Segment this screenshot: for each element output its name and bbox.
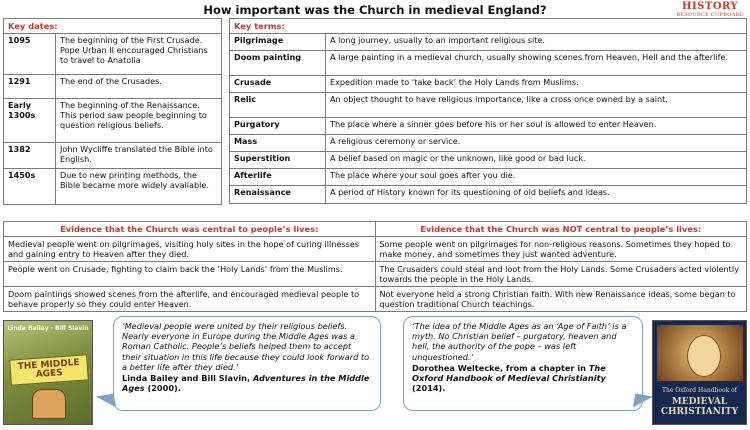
term-cell: Crusade bbox=[230, 76, 326, 93]
event-cell: John Wycliffe translated the Bible into English. bbox=[56, 143, 222, 169]
book-left-title: THE MIDDLE AGES bbox=[17, 357, 80, 380]
key-terms-heading: Key terms: bbox=[230, 19, 747, 34]
quote-bubble-left bbox=[113, 316, 381, 411]
term-cell: Relic bbox=[230, 93, 326, 118]
book-right-face-illustration bbox=[687, 335, 721, 377]
event-cell: Due to new printing methods, the Bible became more widely available. bbox=[56, 169, 222, 205]
date-cell: 1450s bbox=[4, 169, 56, 205]
key-dates-heading: Key dates: bbox=[4, 19, 222, 34]
book-right-series: The Oxford Handbook of bbox=[661, 387, 738, 394]
term-row bbox=[230, 34, 747, 51]
evidence-row bbox=[4, 237, 747, 262]
quote-left-text: ‘Medieval people were united by their religious beliefs. Nearly everyone in Europe during the Middle Ages was a Roman Catholic. People’s beliefs helped them to accept their situation in this life because they could look forward to a better life after they died.’ bbox=[122, 321, 370, 372]
date-row bbox=[4, 169, 222, 205]
date-row bbox=[4, 34, 222, 75]
term-cell: Superstition bbox=[230, 152, 326, 169]
date-row bbox=[4, 99, 222, 143]
quote-right-year: (2014). bbox=[412, 383, 446, 394]
definition-cell: A large painting in a medieval church, usually showing scenes from Heaven, Hell and the afterlife. bbox=[326, 51, 747, 76]
definition-cell: The place where your soul goes after you die. bbox=[326, 169, 747, 186]
quote-right-work: The Oxford Handbook of Medieval Christianity bbox=[412, 362, 606, 384]
term-row bbox=[230, 152, 747, 169]
key-dates-table bbox=[3, 18, 222, 205]
term-cell: Mass bbox=[230, 135, 326, 152]
term-row bbox=[230, 51, 747, 76]
quote-left-work: Adventures in the Middle Ages bbox=[122, 373, 370, 394]
date-cell: 1095 bbox=[4, 34, 56, 75]
date-cell: Early 1300s bbox=[4, 99, 56, 143]
logo-line-2: RESOURCE CUPBOARD bbox=[676, 12, 744, 18]
term-cell: Pilgrimage bbox=[230, 34, 326, 51]
evidence-row bbox=[4, 287, 747, 312]
history-logo bbox=[676, 2, 744, 18]
evidence-against-cell: The Crusaders could steal and loot from the Holy Lands. Some Crusaders acted violently towards the people in the Holy Lands. bbox=[375, 262, 747, 287]
term-cell: Doom painting bbox=[230, 51, 326, 76]
date-row bbox=[4, 143, 222, 169]
term-row bbox=[230, 186, 747, 204]
event-cell: The end of the Crusades. bbox=[56, 75, 222, 99]
term-cell: Renaissance bbox=[230, 186, 326, 204]
definition-cell: A period of History known for its questioning of old beliefs and ideas. bbox=[326, 186, 747, 204]
evidence-against-heading: Evidence that the Church was NOT central to people’s lives: bbox=[375, 222, 747, 237]
quote-bubble-right-tail bbox=[633, 394, 653, 411]
event-cell: The beginning of the First Crusade. Pope Urban II encouraged Christians to travel to Anatolia bbox=[56, 34, 222, 75]
oxford-handbook-book-cover bbox=[652, 320, 747, 425]
key-terms-table bbox=[229, 18, 747, 204]
evidence-row bbox=[4, 262, 747, 287]
term-row bbox=[230, 118, 747, 135]
definition-cell: An object thought to have religious importance, like a cross once owned by a saint. bbox=[326, 93, 747, 118]
definition-cell: A long journey, usually to an important religious site. bbox=[326, 34, 747, 51]
quote-right-author: Dorothea Weltecke, from a chapter in bbox=[412, 362, 586, 373]
definition-cell: A religious ceremony or service. bbox=[326, 135, 747, 152]
evidence-for-cell: Doom paintings showed scenes from the afterlife, and encouraged medieval people to behave properly so they could enter Heaven. bbox=[4, 287, 376, 312]
evidence-against-cell: Not everyone held a strong Christian faith. With new Renaissance ideas, some began to question traditional Church teachings. bbox=[375, 287, 747, 312]
book-left-authors: Linda Bailey · Bill Slavin bbox=[7, 325, 89, 332]
term-row bbox=[230, 169, 747, 186]
book-right-title: MEDIEVAL CHRISTIANITY bbox=[660, 397, 739, 417]
definition-cell: Expedition made to ‘take back’ the Holy Lands from Muslims. bbox=[326, 76, 747, 93]
evidence-for-cell: Medieval people went on pilgrimages, visiting holy sites in the hope of curing illnesses and gaining entry to Heaven after they died. bbox=[4, 237, 376, 262]
quote-right-text: ‘The idea of the Middle Ages as an ‘Age of Faith’ is a myth. No Christian belief – purgatory, heaven and hell, the authority of the pope – was left unquestioned.’ bbox=[412, 321, 627, 362]
term-cell: Purgatory bbox=[230, 118, 326, 135]
evidence-table bbox=[3, 221, 747, 312]
definition-cell: A belief based on magic or the unknown, like good or bad luck. bbox=[326, 152, 747, 169]
definition-cell: The place where a sinner goes before his or her soul is allowed to enter Heaven. bbox=[326, 118, 747, 135]
term-row bbox=[230, 93, 747, 118]
event-cell: The beginning of the Renaissance. This period saw people beginning to question religious beliefs. bbox=[56, 99, 222, 143]
date-row bbox=[4, 75, 222, 99]
evidence-for-cell: People went on Crusade, fighting to claim back the ‘Holy Lands’ from the Muslims. bbox=[4, 262, 376, 287]
date-cell: 1382 bbox=[4, 143, 56, 169]
quote-bubble-left-tail bbox=[96, 394, 116, 411]
term-row bbox=[230, 76, 747, 93]
quote-bubble-right bbox=[403, 316, 643, 411]
book-left-figure-illustration bbox=[32, 389, 66, 419]
term-row bbox=[230, 135, 747, 152]
evidence-against-cell: Some people went on pilgrimages for non-religious reasons. Sometimes they hoped to make money, and sometimes they just wanted adventure. bbox=[375, 237, 747, 262]
middle-ages-book-cover bbox=[3, 320, 93, 425]
book-right-artwork bbox=[657, 325, 743, 381]
term-cell: Afterlife bbox=[230, 169, 326, 186]
evidence-for-heading: Evidence that the Church was central to people’s lives: bbox=[4, 222, 376, 237]
date-cell: 1291 bbox=[4, 75, 56, 99]
quote-left-author: Linda Bailey and Bill Slavin, bbox=[122, 373, 251, 384]
quote-left-attribution bbox=[122, 373, 372, 393]
page-title: How important was the Church in medieval England? bbox=[203, 3, 547, 17]
quote-left-year: (2000). bbox=[147, 383, 181, 394]
quote-right-attribution bbox=[412, 363, 634, 394]
logo-line-1: HISTORY bbox=[682, 1, 739, 12]
